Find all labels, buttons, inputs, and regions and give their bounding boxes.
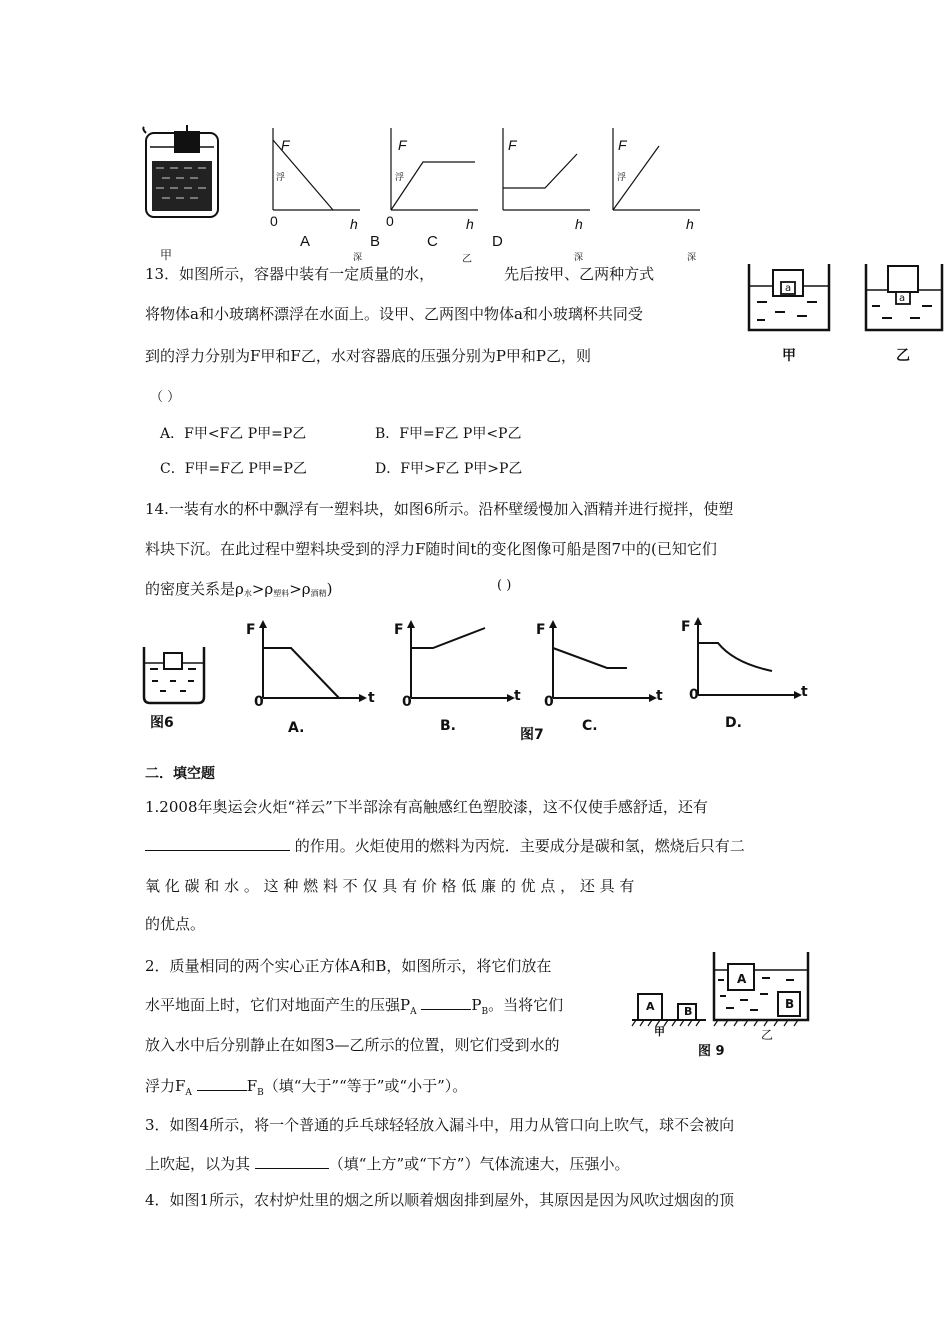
q13-paren: （ ） [150,390,181,405]
fig7-a-origin: 0 [254,694,264,710]
s2-q2-blank-pressure[interactable] [421,997,471,1010]
fig7-graph-d [690,617,805,702]
s2-q2-line2: 水平地面上时，它们对地面产生的压强$P_A$ $P_B$。当将它们 [145,996,564,1017]
label-yi: 乙 [462,254,472,265]
q13-line3: 到的浮力分别为F甲和F乙，水对容器底的压强分别为P甲和P乙，则 [145,347,592,365]
label-a: A [300,233,311,250]
fig9-block-b-left: B [684,1005,693,1018]
label-c: C [427,233,438,250]
fig7-a-axis-f: F [246,622,256,638]
q13-obj-a-yi: a [899,293,906,304]
graph-d-axis-h: h [686,216,694,232]
fig7-d-axis-f: F [681,619,691,635]
fig7-label: 图7 [520,727,544,743]
label-d: D [492,233,503,250]
fig9-block-b-right: B [785,997,795,1011]
fig7-c-origin: 0 [544,694,554,710]
fig7-b-origin: 0 [402,694,412,710]
fig9-label-yi: 乙 [761,1028,774,1042]
q14-paren: ( ) [497,578,512,593]
graph-b-fu: 浮 [395,173,405,183]
fig7-graph-c [545,620,660,705]
fig7-graph-b [403,620,518,705]
shen-d: 深 [687,253,697,263]
graph-b-axis-f: F [398,137,407,153]
s2-q1-line3: 氧 化 碳 和 水 。 这 种 燃 料 不 仅 具 有 价 格 低 廉 的 优 点 ， 还 具 有 [145,877,635,895]
fig7-c-axis-t: t [656,688,663,704]
s2-q3-blank[interactable] [255,1156,329,1169]
q13-line1: 13．如图所示，容器中装有一定质量的水， 先后按甲、乙两种方式 [145,265,655,283]
fig9-label-jia: 甲 [654,1025,665,1038]
s2-q2-line3: 放入水中后分别静止在如图3—乙所示的位置，则它们受到水的 [145,1036,560,1054]
q13-option-b: B．F甲=F乙 P甲<P乙 [375,426,522,442]
s2-q2-blank-buoyancy[interactable] [197,1078,247,1091]
graph-a-origin: 0 [270,213,278,229]
q13-label-jia: 甲 [782,348,796,364]
q14-line1: 14.一装有水的杯中飘浮有一塑料块，如图6所示。沿杯壁缓慢加入酒精并进行搅拌，使塑 [145,500,734,518]
q13-figure-jia [745,262,835,342]
fig7-b-axis-f: F [394,622,404,638]
fig6-label: 图6 [150,715,174,731]
fig6-cup [140,645,210,710]
label-jia: 甲 [160,248,173,262]
graph-b-origin: 0 [386,213,394,229]
q14-line2: 料块下沉。在此过程中塑料块受到的浮力F随时间t的变化图像可船是图7中的(已知它们 [145,540,717,558]
graph-c-axis-h: h [575,216,583,232]
fig7-option-b: B. [440,718,456,734]
graph-a-axis-f: F [281,137,290,153]
fig9-block-a-left: A [646,1000,655,1013]
s2-q1-line2: 的作用。火炬使用的燃料为丙烷．主要成分是碳和氢，燃烧后只有二 [145,835,745,856]
graph-d-fu: 浮 [617,173,627,183]
fig7-d-axis-t: t [801,684,808,700]
s2-q1-line4: 的优点。 [145,915,206,933]
graph-c-axis-f: F [508,137,517,153]
s2-q1-line1: 1.2008年奥运会火炬“祥云”下半部涂有高触感红色塑胶漆，这不仅使手感舒适，还有 [145,798,708,816]
q13-option-d: D．F甲>F乙 P甲>P乙 [375,461,523,477]
fig7-option-a: A. [288,720,305,736]
q13-obj-a-jia: a [785,283,792,294]
graph-b-axis-h: h [466,216,474,232]
section-title: 二．填空题 [145,766,215,782]
fig9-block-a-right: A [737,972,747,986]
q13-line2: 将物体a和小玻璃杯漂浮在水面上。设甲、乙两图中物体a和小玻璃杯共同受 [145,305,643,323]
fig7-d-origin: 0 [689,687,699,703]
graph-d-axis-f: F [618,137,627,153]
shen-c: 深 [574,253,584,263]
fig7-a-axis-t: t [368,690,375,706]
s2-q1-blank[interactable] [145,836,290,851]
fig9-caption: 图 9 [698,1044,725,1059]
s2-q4-line1: 4．如图1所示，农村炉灶里的烟之所以顺着烟囱排到屋外，其原因是因为风吹过烟囱的顶 [145,1191,735,1209]
q13-option-c: C．F甲=F乙 P甲=P乙 [160,461,307,477]
q13-option-a: A．F甲<F乙 P甲=P乙 [160,426,307,442]
fig7-c-axis-f: F [536,622,546,638]
fig7-b-axis-t: t [514,688,521,704]
graph-a-axis-h: h [350,216,358,232]
fig7-graph-a [255,620,370,705]
fig7-option-d: D. [725,715,742,731]
graph-a-fu: 浮 [276,173,286,183]
label-b: B [370,233,381,250]
s2-q2-line4: 浮力$F_A$ $F_B$（填“大于”“等于”或“小于”）。 [145,1077,468,1098]
s2-q2-line1: 2．质量相同的两个实心正方体A和B，如图所示，将它们放在 [145,957,552,975]
beaker-figure [140,125,220,220]
fig7-option-c: C. [582,718,598,734]
s2-q3-line1: 3．如图4所示，将一个普通的乒乓球轻轻放入漏斗中，用力从管口向上吹气，球不会被向 [145,1116,735,1134]
q13-label-yi: 乙 [896,348,910,364]
q14-line3: 的密度关系是ρ水>ρ塑料>ρ酒精) [145,580,333,598]
s2-q3-line2: 上吹起，以为其 （填“上方”或“下方”）气体流速大，压强小。 [145,1155,630,1173]
shen-a: 深 [353,253,363,263]
